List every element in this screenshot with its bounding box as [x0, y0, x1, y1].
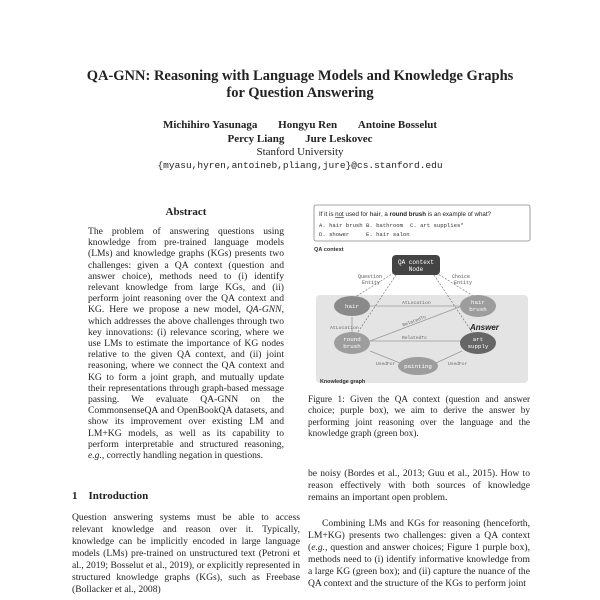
edge-label-usedfor: UsedFor: [376, 362, 396, 367]
author-name: Michihiro Yasunaga: [162, 119, 258, 131]
answer-choice: A. hair brush: [319, 222, 363, 229]
author-name: Hongyu Ren: [278, 119, 338, 131]
figure-1: [312, 203, 534, 389]
choice-entity-label: Choice: [452, 274, 471, 280]
qa-node-label: Node: [408, 266, 424, 273]
svg-text:brush: brush: [469, 306, 487, 313]
qa-context-label: QA context: [314, 247, 344, 253]
answer-choice: C. art supplies*: [410, 222, 464, 229]
title-line-1: QA-GNN: Reasoning with Language Models and Knowledge Graphs: [86, 68, 514, 84]
author-name: Jure Leskovec: [305, 133, 373, 145]
knowledge-graph-label: Knowledge graph: [320, 379, 366, 385]
abstract-heading: Abstract: [165, 206, 207, 218]
author-name: Antoine Bosselut: [357, 119, 438, 131]
qa-node-label: QA context: [397, 259, 435, 266]
svg-text:hair: hair: [471, 299, 485, 306]
answer-choice: E. hair salon: [366, 231, 410, 238]
answer-label: Answer: [470, 323, 499, 332]
figure-caption: Figure 1: Given the QA context (question and answer choice; purple box), we aim to derive the answer by performing joint reasoning over the language and the knowledge graph (green box).: [308, 394, 530, 439]
title-line-2: for Question Answering: [226, 85, 374, 101]
authors-line-2: [0, 132, 600, 146]
svg-text:round: round: [343, 336, 361, 343]
svg-text:painting: painting: [404, 363, 432, 370]
svg-text:hair: hair: [345, 303, 359, 310]
svg-text:supply: supply: [467, 343, 489, 350]
author-emails: {myasu,hyren,antoineb,pliang,jure}@cs.stanford.edu: [157, 160, 443, 171]
choice-entity-label: Entity: [454, 280, 473, 286]
edge-label-atlocation: AtLocation: [402, 301, 431, 306]
answer-choice: D. shower: [319, 231, 350, 238]
abstract-text: The problem of answering questions using knowledge from pre-trained language models (LMs) and knowledge graphs (KGs) presents two challenges: given a QA context (question and answer choice), methods need to (i) identify relevant knowledge from large KGs, and (ii) perform joint reasoning over the QA context and KG. Here we propose a new model, QA-GNN, which addresses the above challenges through two key innovations: (i) relevance scoring, where we use LMs to estimate the importance of KG nodes relative to the given QA context, and (ii) joint reasoning, where we connect the QA context and KG to form a joint graph, and mutually update their representations through graph-based message passing. We evaluate QA-GNN on the CommonsenseQA and OpenBookQA datasets, and show its improvement over existing LM and LM+KG models, as well as its capability to perform interpretable and structured reasoning, e.g., correctly handling negation in questions.: [88, 226, 284, 462]
question-entity-label: Question: [358, 274, 383, 280]
svg-text:brush: brush: [343, 343, 361, 350]
author-name: Percy Liang: [227, 133, 285, 145]
question-entity-label: Entity: [362, 280, 381, 286]
section-heading-introduction: 1 Introduction: [72, 490, 149, 502]
answer-choice: B. bathroom: [366, 222, 403, 229]
paper-title: [0, 68, 600, 102]
authors-line-1: [0, 118, 600, 132]
authors: [0, 118, 600, 146]
question-text: If it is not used for hair, a round brush is an example of what?: [319, 211, 491, 218]
right-column-paragraph: be noisy (Bordes et al., 2013; Guu et al., 2015). How to reason effectively with both sources of knowledge remains an important open problem.: [308, 468, 530, 503]
edge-label-usedfor: UsedFor: [448, 362, 468, 367]
edge-label-relatedto: RelatedTo: [401, 314, 427, 329]
svg-text:art: art: [472, 336, 484, 343]
edge-label-atlocation: AtLocation: [330, 326, 359, 331]
edge-label-relatedto: RelatedTo: [402, 336, 427, 341]
introduction-text: Question answering systems must be able to access relevant knowledge and reason over it. Typically, knowledge can be implicitly encoded in large language models (LMs) pre-trained on unstructured text (Petroni et al., 2019; Bosselut et al., 2019), or explicitly represented in structured knowledge graphs (KGs), such as Freebase (Bollacker et al., 2008): [72, 512, 300, 595]
affiliation: Stanford University: [256, 146, 344, 158]
right-column-paragraph: Combining LMs and KGs for reasoning (henceforth, LM+KG) presents two challenges: given a QA context (e.g., question and answer choices; Figure 1 purple box), methods need to (i) identify informative knowledge from a large KG (green box); and (ii) capture the nuance of the QA context and the structure of the KGs to perform joint: [308, 518, 530, 589]
